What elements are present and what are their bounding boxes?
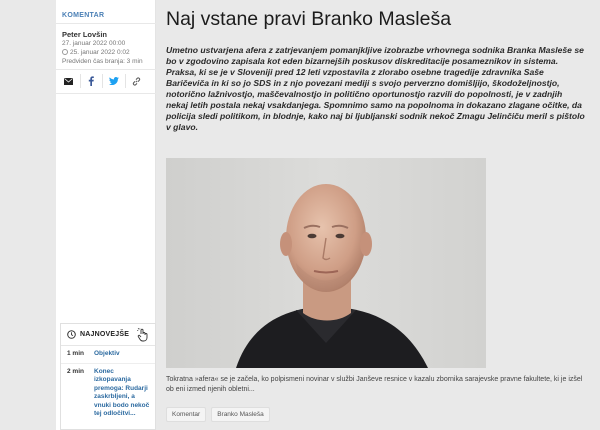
email-icon bbox=[64, 78, 73, 85]
latest-item-link[interactable]: Objektiv bbox=[94, 350, 120, 357]
copy-link-button[interactable] bbox=[130, 74, 148, 88]
article-title: Naj vstane pravi Branko Masleša bbox=[166, 8, 452, 30]
portrait-image bbox=[166, 158, 486, 368]
published-date: 27. januar 2022 00:00 bbox=[62, 40, 126, 47]
latest-item-link[interactable]: Konec izkopavanja premoga: Rudarji zaskrbljeni, a vnuki bodo nekoč tej odločitvi... bbox=[94, 367, 150, 417]
latest-news-item[interactable] bbox=[61, 364, 155, 423]
clock-icon bbox=[67, 330, 76, 339]
share-facebook-button[interactable] bbox=[85, 74, 104, 88]
tag-branko-masleša[interactable]: Branko Masleša bbox=[211, 407, 270, 422]
photo-caption: Tokratna »afera« se je začela, ko polpismeni novinar v službi Janševe resnice v kazalu zbornika sarajevske pravne fakultete, ki je izšel ob eni izmed njenih obletni... bbox=[166, 376, 583, 393]
divider bbox=[56, 93, 156, 94]
article-main bbox=[164, 0, 600, 430]
link-icon bbox=[132, 77, 141, 86]
twitter-icon bbox=[109, 77, 119, 85]
divider bbox=[56, 23, 156, 24]
latest-news-panel bbox=[60, 323, 156, 430]
latest-news-header bbox=[61, 324, 155, 346]
article-tags bbox=[166, 407, 275, 422]
latest-item-time: 2 min bbox=[67, 367, 84, 375]
latest-item-time: 1 min bbox=[67, 350, 84, 357]
updated-date: 25. januar 2022 0:02 bbox=[70, 49, 130, 56]
author-name[interactable]: Peter Lovšin bbox=[62, 30, 108, 39]
share-email-button[interactable] bbox=[62, 74, 81, 88]
article-photo[interactable] bbox=[166, 158, 486, 368]
latest-news-item[interactable] bbox=[61, 346, 155, 364]
category-label[interactable]: KOMENTAR bbox=[62, 12, 105, 19]
share-bar bbox=[62, 73, 152, 89]
divider bbox=[56, 69, 156, 70]
latest-news-title: NAJNOVEJŠE bbox=[80, 331, 130, 338]
facebook-icon bbox=[88, 76, 94, 86]
article-lead: Umetno ustvarjena afera z zatrjevanjem pomanjkljive izobrazbe vrhovnega sodnika Branka Masleše se bo v zgodovino zapisala kot eden bizarnejših poskusov diskreditacije posameznikov in sistema. Praksa, ki se je v Sloveniji pred 12 leti vzpostavila z zlorabo osebne tragedije zdravnika Saše Baričeviča in ki so jo SDS in z njo povezani mediji s svojo perverzno domišljijo, škodoželjnostjo, notorično lažnivostjo, maščevalnostjo in politično oportunostjo razvili do popolnosti, je v zadnjih nekaj letih postala nekaj vsakdanjega. Spomnimo samo na popolnoma in dokazano zlagane očitke, da policija sledi politikom, in blodnje, kako naj bi ljubljanski sodnik nekoč Zmagu Jelinčiču meril s pištolo v glavo. bbox=[166, 45, 585, 132]
tag-komentar[interactable]: Komentar bbox=[166, 407, 206, 422]
read-time: Predviden čas branja: 3 min bbox=[62, 58, 143, 65]
clock-icon bbox=[62, 49, 68, 55]
updated-date-row bbox=[62, 49, 130, 56]
hand-pointer-icon[interactable] bbox=[137, 328, 149, 342]
share-twitter-button[interactable] bbox=[107, 74, 126, 88]
